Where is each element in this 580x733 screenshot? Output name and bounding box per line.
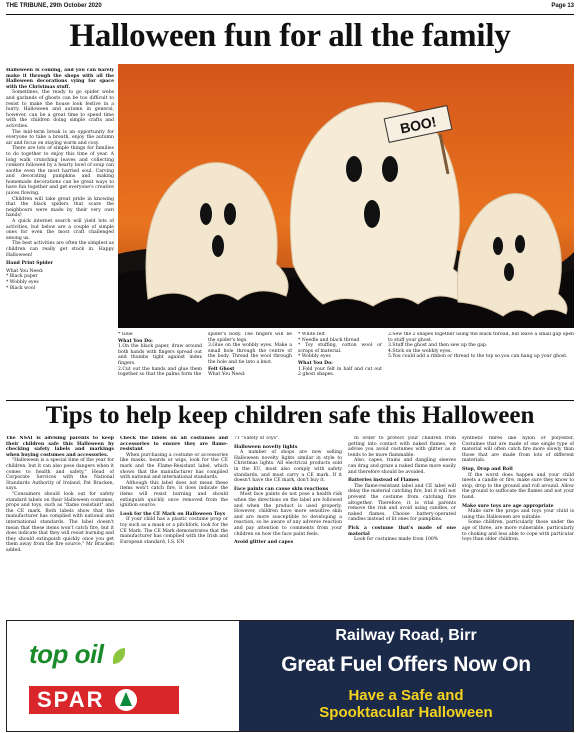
need-item: * White felt <box>298 332 325 337</box>
article2-paragraph: Most face paints do not pose a health risk when the directions on the label are followed and when the product is used properly. However, children have more sensitive skin and are more susceptible to developing a reaction, so be aware of any adverse reaction and pay attention to comments from your children on how the face paint feels. <box>234 492 342 537</box>
need-item: * Black wool <box>6 285 36 291</box>
need-item: * Glue <box>118 332 133 337</box>
article2-paragraph: 71 "Safety of Toys". <box>234 436 280 441</box>
advertisement <box>6 620 574 732</box>
article1-col3 <box>208 332 292 398</box>
article2-subheading: Stop, Drop and Roll <box>462 466 513 472</box>
spider-step: 3.Glue on the wobbly eyes. Make a small hole through the centre of the body. Thread the wool through the hole and tie into a knot. <box>208 343 292 365</box>
need-item: * Needle and black thread <box>298 337 360 343</box>
article2-subheading: Batteries instead of Flames <box>348 478 419 484</box>
need-label: What You Need: <box>208 372 246 378</box>
article2-col2 <box>120 436 228 616</box>
ghost-step: 4.Stick on the wobbly eyes. <box>388 348 452 354</box>
ad-location: Railway Road, Birr <box>335 627 477 644</box>
article1-paragraph: Sometimes, the ready to go spider webs and garlands of ghosts can be too difficult to resist to make the house look festive in a hurry. Halloween and autumn in general, however, can be a great time to spend time with the children doing simple crafts and activities. <box>6 90 114 129</box>
ghost-step: 5.You could add a ribbon or thread to the top so you can hang up your ghost. <box>388 354 568 360</box>
article1-paragraph: The mid-term break is an opportunity for everyone to take a breath, enjoy the autumn air and focus on staying warm and cosy. <box>6 129 114 146</box>
article1-paragraph: A quick internet search will yield lots of activities, but below are a couple of simple ones for even the most craft challenged among us. <box>6 219 114 241</box>
ghost-step: 2.Sew the 2 shapes together using the black thread, but leave a small gap open to stuff your ghost. <box>388 332 574 343</box>
article2-subheading: Face paints can cause skin reactions <box>234 486 329 492</box>
article1-title: Halloween fun for all the family <box>69 18 511 54</box>
article1-paragraph: There are lots of simple things for families to do together to enjoy this time of year. A long walk crunching leaves and collecting conkers followed by a hearty bowl of soup can soothe even the most harried soul. Carving and decorating pumpkins and making homemade decorations can be great ways to have fun together and get everyone's creative juices flowing. <box>6 146 114 197</box>
ad-headline: Great Fuel Offers Now On <box>281 653 531 676</box>
article2-subheading: Look for the CE Mark on Halloween Toys <box>120 511 226 517</box>
section-divider <box>6 400 574 401</box>
article2-paragraph: Look for costumes made from 100% <box>354 537 439 543</box>
article2-paragraph: The flame-resistant label and CE label will delay the material catching fire, but it will not prevent the costume from catching fire altogether. Therefore, it is vital parents remove the risk and avoid using candles, or naked flames. Choose battery-operated candles instead of lit ones for pumpkins. <box>348 483 456 523</box>
ad-tagline-2: Spooktacular Halloween <box>319 704 493 721</box>
page-header <box>6 3 574 15</box>
felt-ghost-heading: Felt Ghost <box>208 366 235 372</box>
article1-paragraph: The best activities are often the simplest as children can really get stuck in. Happy Halloween! <box>6 241 114 258</box>
ghost-illustration <box>118 64 574 328</box>
ad-tagline-1: Have a Safe and <box>348 687 464 704</box>
article2-paragraph: "Consumers should look out for safety standard labels on their Halloween costumes, props and toys, such as "flame resistant" and the CE mark. Both labels show that the manufacturer has complied with national and international standards. The label doesn't mean that these items won't catch fire, but it does indicate that they will resist burning and they should extinguish quickly once you get them away from the fire source," Mr Bracken added. <box>6 491 114 553</box>
need-label: What You Need: <box>6 268 44 274</box>
article2-col1 <box>6 436 114 616</box>
article1-col4 <box>298 332 382 398</box>
article2-paragraph: When purchasing a costume or accessories like masks, beards or wigs, look for the CE mark and the Flame-Resistant label, which shows that the manufacturer has complied with national and international standards. <box>120 452 228 481</box>
topoil-leaf-icon <box>113 648 125 664</box>
need-item: * Toy stuffing, cotton wool or scraps of material. <box>298 343 382 354</box>
article1-lead: Halloween is coming, and you can barely make it through the shops with all the Halloween decorations vying for space with the Christmas stuff. <box>6 68 114 90</box>
article2-col5 <box>462 436 574 616</box>
halloween-ghosts-photo <box>118 64 574 328</box>
boo-sign-text: BOO! <box>398 113 438 137</box>
article2-col3 <box>234 436 342 616</box>
article1-col1 <box>6 68 114 400</box>
article2-subheading: Halloween novelty lights <box>234 444 298 450</box>
ghost-step: 1.Fold your felt in half and cut out 2 ghost shapes. <box>298 366 382 378</box>
ghost-step: 3.Stuff the ghost and then sew up the gap. <box>388 343 488 349</box>
article2-subheading: Pick a costume that's made of one material <box>348 525 456 537</box>
article2-paragraph: Make sure the props and toys your child is using this Halloween are suitable. <box>462 509 574 520</box>
article2-paragraph: If the worst does happen and your child meets a candle or fire, make sure they know to stop, drop to the ground and roll around. Allow the ground to suffocate the flames and not your hand. <box>462 472 574 500</box>
topoil-logo-text: top oil <box>29 639 104 669</box>
article2-subheading: Check the labels on all costumes and accessories to ensure they are flame-resistant <box>120 436 228 453</box>
topoil-logo <box>29 639 125 670</box>
do-label: What You Do: <box>118 338 153 344</box>
article2-paragraph: synthetic fibres like nylon or polyester. Costumes that are made of one single type of material will often catch fire more slowly than those that are made from lots of different materials. <box>462 436 574 464</box>
spider-heading: Hand Print Spider <box>6 261 53 267</box>
page-number: Page 13 <box>551 3 574 9</box>
article2-lead: The NSAI is advising parents to keep their children safe this Halloween by checking safety labels and markings when buying costumes and accessories. <box>6 436 114 458</box>
article2-paragraph: Some children, particularly those under the age of three, are more vulnerable, particularly to choking and less able to cope with particular toys than older children. <box>462 520 574 543</box>
article2-paragraph: A number of shops are now selling Halloween novelty lights similar in style to Christmas lights. All electrical products sold in the EU, must also comply with safety standards, and must carry a CE mark. If it doesn't have the CE mark, don't buy it. <box>234 450 342 484</box>
article1-paragraph: Children will take great pride in knowing that the black spiders that scare the neighbours were made by their very own hands! <box>6 196 114 219</box>
spider-step: 2.Cut out the hands and glue them together so that the palms form the <box>118 366 202 378</box>
article1-col2 <box>118 332 202 398</box>
spar-logo-text: SPAR <box>37 687 105 712</box>
need-item: * Black paper <box>6 274 38 280</box>
need-item: * Wobbly eyes <box>6 279 39 285</box>
spider-step: spider's body. The fingers will be the spider's legs. <box>208 332 292 343</box>
spar-logo <box>29 686 179 714</box>
do-label: What You Do: <box>298 360 333 366</box>
spar-tree-icon <box>115 689 137 711</box>
article2-title: Tips to help keep children safe this Halloween <box>45 402 535 429</box>
article2-subheading: Make sure toys are age appropriate <box>462 503 554 509</box>
article2-paragraph: Although this label does not mean these items won't catch fire, it does indicate the items will resist burning and should extinguish quickly once removed from the ignition source. <box>120 480 228 509</box>
publication-date: THE TRIBUNE, 29th October 2020 <box>6 3 102 9</box>
spider-step: 1.On the black paper, draw around both hands with fingers spread out and thumbs tight against index fingers. <box>118 344 202 366</box>
need-item: * Wobbly eyes <box>298 354 331 360</box>
article2-col4 <box>348 436 456 616</box>
article2-paragraph: "Halloween is a special time of the year for children, but it can also pose dangers when it comes to health and safety," Head of Corporate Services with the National Standards Authority of Ireland, Pat Bracken, says. <box>6 458 114 492</box>
article2-paragraph: If your child has a plastic costume prop or toy such as a mask or a pitchfork, look for the CE Mark. The CE Mark demonstrates that the manufacturer has complied with the Irish and European standard, I.S. EN <box>120 517 228 545</box>
ad-logo-panel <box>7 621 239 731</box>
article1-col5 <box>388 332 574 398</box>
article2-subheading: Avoid glitter and capes <box>234 540 294 546</box>
article2-paragraph: In order to protect your children from getting into contact with naked flames, we advise you avoid costumes with glitter as it tends to be more flammable. <box>348 436 456 458</box>
ad-offer-panel <box>239 621 573 731</box>
article2-paragraph: Also, capes, trains and dangling sleeves can drag and graze a naked flame more easily and therefore should be avoided. <box>348 458 456 475</box>
